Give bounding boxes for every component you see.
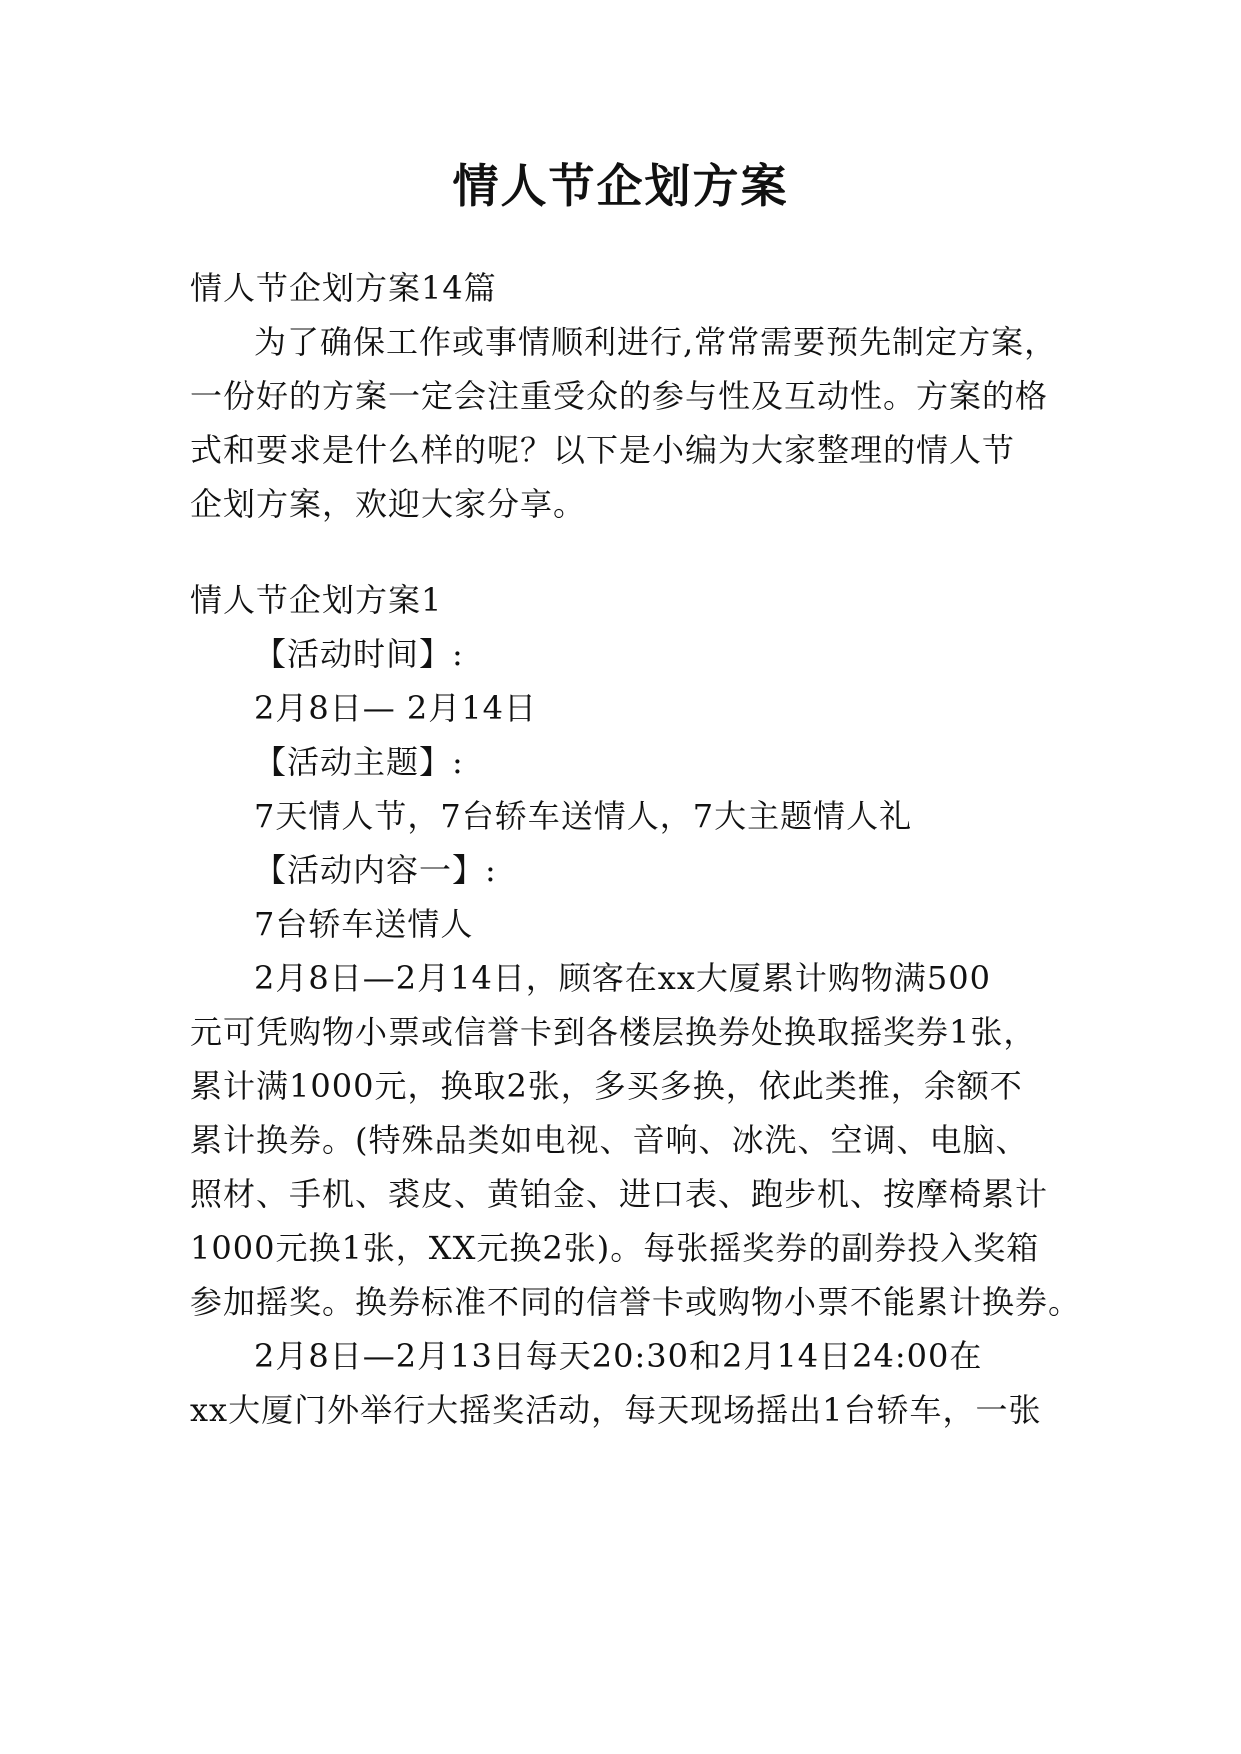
section-title: 情人节企划方案1 [190,581,443,619]
paragraph-line: 累计满1000元，换取2张，多买多换，依此类推，余额不 [190,1067,1023,1105]
document-subtitle: 情人节企划方案14篇 [190,269,497,307]
paragraph-line: 2月8日—2月13日每天20:30和2月14日24:00在 [254,1337,983,1375]
activity-content-heading: 【活动内容一】: [254,851,497,889]
intro-line: 为了确保工作或事情顺利进行,常常需要预先制定方案， [254,323,1058,361]
activity-theme-value: 7天情人节，7台轿车送情人，7大主题情人礼 [254,797,913,835]
paragraph-line: 2月8日—2月14日，顾客在xx大厦累计购物满500 [254,959,991,997]
document-title: 情人节企划方案 [452,159,789,213]
paragraph-line: xx大厦门外举行大摇奖活动，每天现场摇出1台轿车，一张 [190,1391,1042,1429]
paragraph-line: 1000元换1张，XX元换2张)。每张摇奖券的副券投入奖箱 [190,1229,1040,1267]
activity-theme-heading: 【活动主题】: [254,743,464,781]
intro-line: 企划方案，欢迎大家分享。 [190,485,587,523]
paragraph-line: 参加摇奖。换券标准不同的信誉卡或购物小票不能累计换券。 [190,1283,1082,1321]
activity-content-value: 7台轿车送情人 [254,905,474,943]
activity-time-value: 2月8日— 2月14日 [254,689,537,727]
intro-line: 一份好的方案一定会注重受众的参与性及互动性。方案的格 [190,377,1049,415]
paragraph-line: 累计换券。(特殊品类如电视、音响、冰洗、空调、电脑、 [190,1121,1029,1159]
paragraph-line: 元可凭购物小票或信誉卡到各楼层换券处换取摇奖券1张， [190,1013,1037,1051]
intro-line: 式和要求是什么样的呢？以下是小编为大家整理的情人节 [190,431,1016,469]
paragraph-line: 照材、手机、裘皮、黄铂金、进口表、跑步机、按摩椅累计 [190,1175,1049,1213]
activity-time-heading: 【活动时间】: [254,635,464,673]
